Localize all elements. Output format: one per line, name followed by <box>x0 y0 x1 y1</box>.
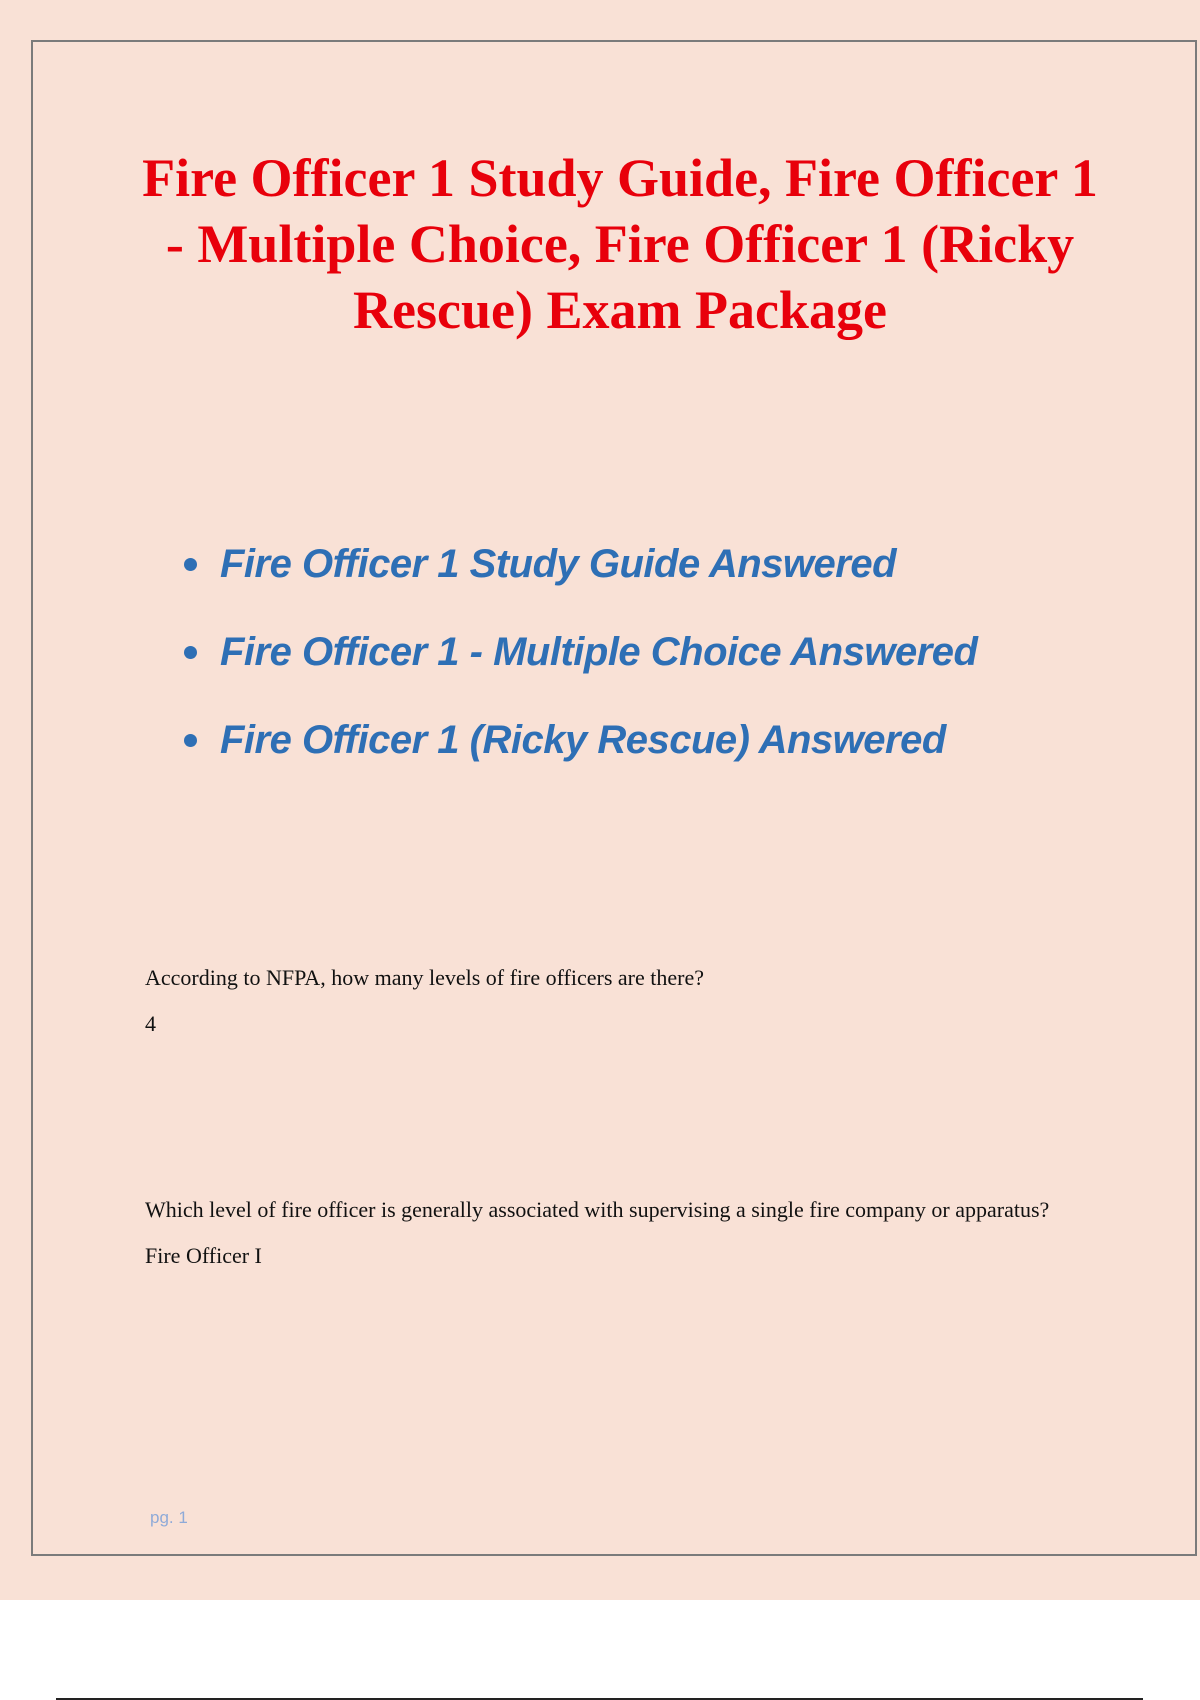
page-number: pg. 1 <box>150 1508 188 1527</box>
contents-list <box>176 536 977 800</box>
document-title: Fire Officer 1 Study Guide, Fire Officer 1 - Multiple Choice, Fire Officer 1 (Ricky Rescue) Exam Package <box>142 148 1098 340</box>
bullet-icon <box>184 646 197 659</box>
contents-item <box>176 624 977 712</box>
contents-item-label: Fire Officer 1 Study Guide Answered <box>220 542 897 586</box>
contents-item <box>176 536 977 624</box>
contents-item <box>176 712 977 800</box>
question-block <box>145 1195 1065 1271</box>
bullet-icon <box>184 734 197 747</box>
answer-text: Fire Officer I <box>145 1243 262 1268</box>
contents-item-label: Fire Officer 1 (Ricky Rescue) Answered <box>220 718 946 762</box>
answer-text: 4 <box>145 1011 156 1036</box>
question-block <box>145 963 1065 1039</box>
question-text: Which level of fire officer is generally associated with supervising a single fire company or apparatus? <box>145 1197 1050 1222</box>
bullet-icon <box>184 558 197 571</box>
question-text: According to NFPA, how many levels of fire officers are there? <box>145 965 705 990</box>
contents-item-label: Fire Officer 1 - Multiple Choice Answered <box>220 630 978 674</box>
